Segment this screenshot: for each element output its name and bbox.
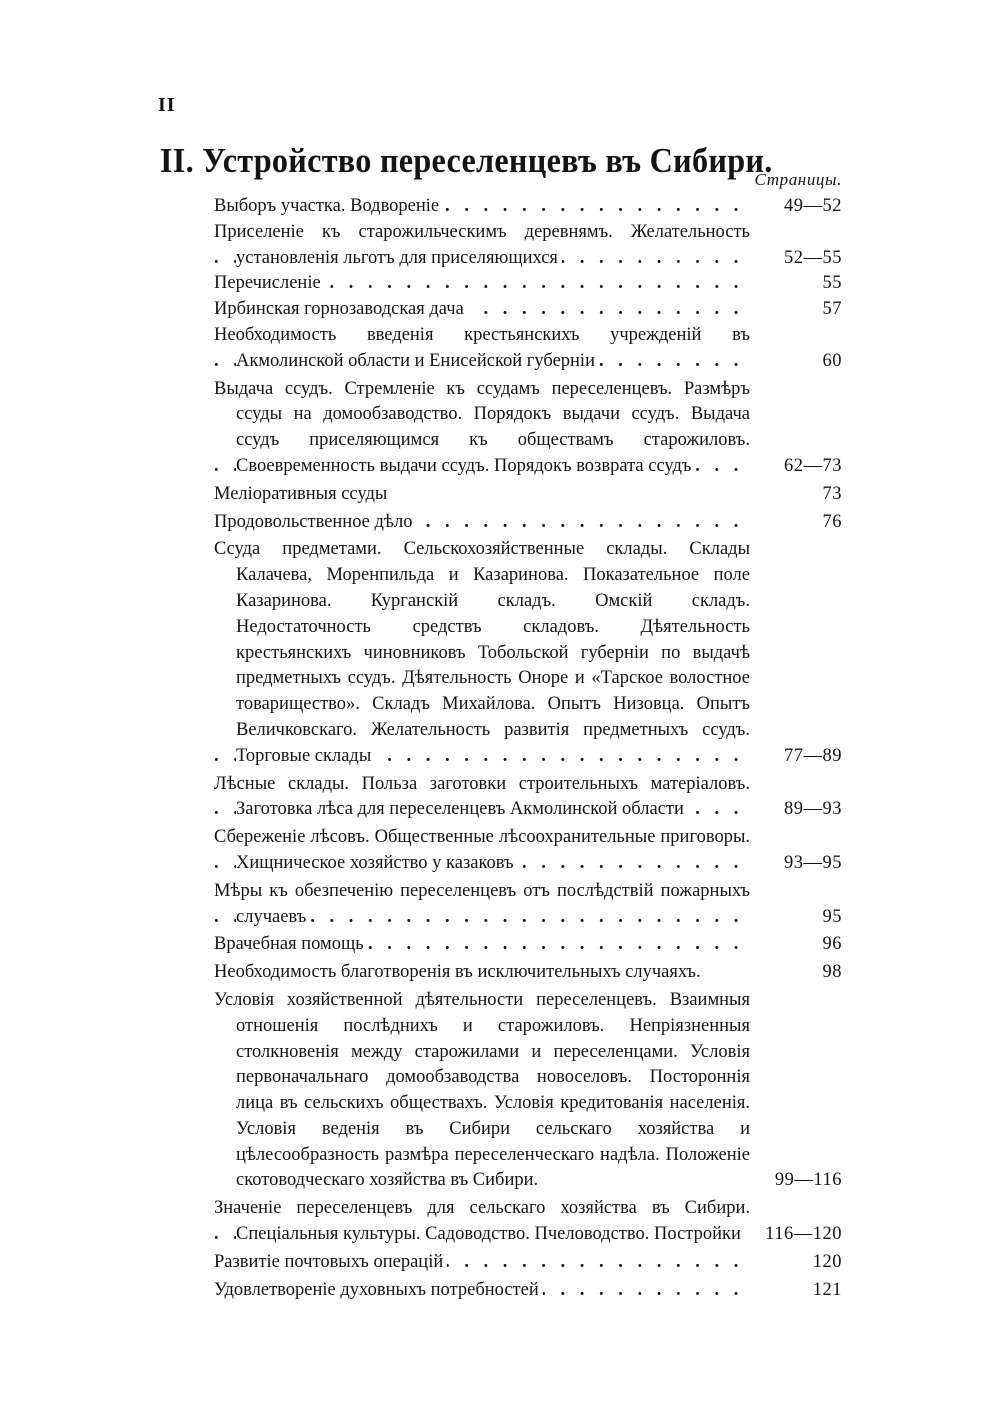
toc-entry-pages: 62—73 <box>784 455 842 476</box>
toc-entry-text: Необходимость благотворенія въ исключительныхъ случаяхъ. <box>214 962 705 982</box>
toc-entry-pages: 55 <box>822 273 842 294</box>
toc-entry-text: Сбереженіе лѣсовъ. Общественные лѣсоохранительные приговоры. Хищническое хозяйство у казаковъ <box>214 827 750 873</box>
toc-entry <box>214 825 842 877</box>
toc-entry-text: Перечисленіе <box>214 273 325 293</box>
toc-entry-text: Ирбинская горнозаводская дача <box>214 299 468 319</box>
toc-entry-text: Условія хозяйственной дѣятельности переселенцевъ. Взаимныя отношенія послѣднихъ и старожиловъ. Непріязненныя столкновенія между старожилами и переселенцами. Условія первоначальнаго домообзаводства новоселовъ. Постороннія лица въ сельскихъ обществахъ. Условія кредитованія населенія. Условія веденія въ Сибири сельскаго хозяйства и цѣлесообразность размѣра переселенческаго надѣла. Положеніе скотоводческаго хозяйства въ Сибири. <box>214 989 750 1191</box>
toc-entry-pages: 99—116 <box>774 1170 842 1191</box>
toc-entry <box>214 297 842 323</box>
section-heading: II. Устройство переселенцевъ въ Сибири. <box>160 141 773 180</box>
toc-entry <box>214 537 842 769</box>
toc-entry-text: Продовольственное дѣло <box>214 512 416 532</box>
toc-entry <box>214 932 842 958</box>
toc-entry-text: Выдача ссудъ. Стремленіе къ ссудамъ переселенцевъ. Размѣръ ссуды на домообзаводство. Порядокъ выдачи ссудъ. Выдача ссудъ приселяющимся къ обществамъ старожиловъ. Своевременность выдачи ссудъ. Порядокъ возврата ссудъ <box>214 378 750 476</box>
toc-entry-pages: 89—93 <box>784 799 842 820</box>
toc-entry-text: Мѣры къ обезпеченію переселенцевъ отъ послѣдствій пожарныхъ случаевъ <box>214 880 750 927</box>
toc-entry-pages: 93—95 <box>784 852 842 873</box>
toc-entry <box>214 510 842 536</box>
toc-entry-text: Ссуда предметами. Сельскохозяйственные склады. Склады Калачева, Моренпильда и Казаринова. Показательное поле Казаринова. Курганскій складъ. Омскій складъ. Недостаточность средствъ складовъ. Дѣятельность крестьянскихъ чиновниковъ Тобольской губерніи по выдачѣ предметныхъ ссудъ. Дѣятельность Оноре и «Тарское волостное товарищество». Складъ Михайлова. Опытъ Низовца. Опытъ Величковскаго. Желательность развитія предметныхъ ссудъ. Торговые склады <box>214 539 750 766</box>
pages-column-label: Страницы. <box>754 170 842 189</box>
toc-entry-pages: 73 <box>822 483 842 504</box>
toc-entry-pages: 96 <box>822 934 842 955</box>
toc-entry <box>214 323 842 375</box>
table-of-contents <box>214 194 842 1303</box>
toc-entry <box>214 988 842 1194</box>
toc-entry <box>214 1278 842 1304</box>
toc-entry <box>214 879 842 931</box>
toc-entry <box>214 1196 842 1248</box>
toc-entry-text: Удовлетвореніе духовныхъ потребностей <box>214 1280 543 1300</box>
toc-entry <box>214 960 842 986</box>
toc-entry-pages: 120 <box>812 1251 842 1272</box>
toc-entry <box>214 482 842 508</box>
toc-entry <box>214 377 842 480</box>
page-number: II <box>158 94 176 116</box>
toc-entry-pages: 77—89 <box>784 745 842 766</box>
toc-entry <box>214 772 842 824</box>
toc-entry-text: Выборъ участка. Водвореніе <box>214 196 443 216</box>
toc-entry-text: Необходимость введенія крестьянскихъ учрежденій въ Акмолинской области и Енисейской губерніи <box>214 324 750 371</box>
toc-entry <box>214 220 842 272</box>
toc-entry-pages: 98 <box>822 962 842 983</box>
toc-entry-text: Значеніе переселенцевъ для сельскаго хозяйства въ Сибири. Спеціальныя культуры. Садоводство. Пчеловодство. Постройки <box>214 1198 750 1245</box>
toc-entry <box>214 1250 842 1276</box>
toc-entry-pages: 76 <box>822 511 842 532</box>
toc-entry-pages: 49—52 <box>784 196 842 216</box>
toc-entry-pages: 95 <box>822 906 842 927</box>
toc-entry-text: Меліоративныя ссуды <box>214 484 391 504</box>
toc-entry-text: Развитіе почтовыхъ операцій <box>214 1252 447 1272</box>
toc-entry-pages: 52—55 <box>784 247 842 268</box>
toc-entry-pages: 121 <box>812 1279 842 1300</box>
toc-entry-text: Приселеніе къ старожильческимъ деревнямъ. Желательность установленія льготъ для приселяющихся <box>214 221 750 268</box>
toc-entry-pages: 60 <box>822 350 842 371</box>
toc-entry-text: Лѣсные склады. Польза заготовки строительныхъ матеріаловъ. Заготовка лѣса для переселенцевъ Акмолинской области <box>214 773 750 820</box>
toc-entry <box>214 194 842 220</box>
toc-entry <box>214 271 842 297</box>
toc-entry-text: Врачебная помощь <box>214 934 368 954</box>
toc-entry-pages: 116—120 <box>765 1224 842 1245</box>
toc-entry-pages: 57 <box>822 299 842 320</box>
